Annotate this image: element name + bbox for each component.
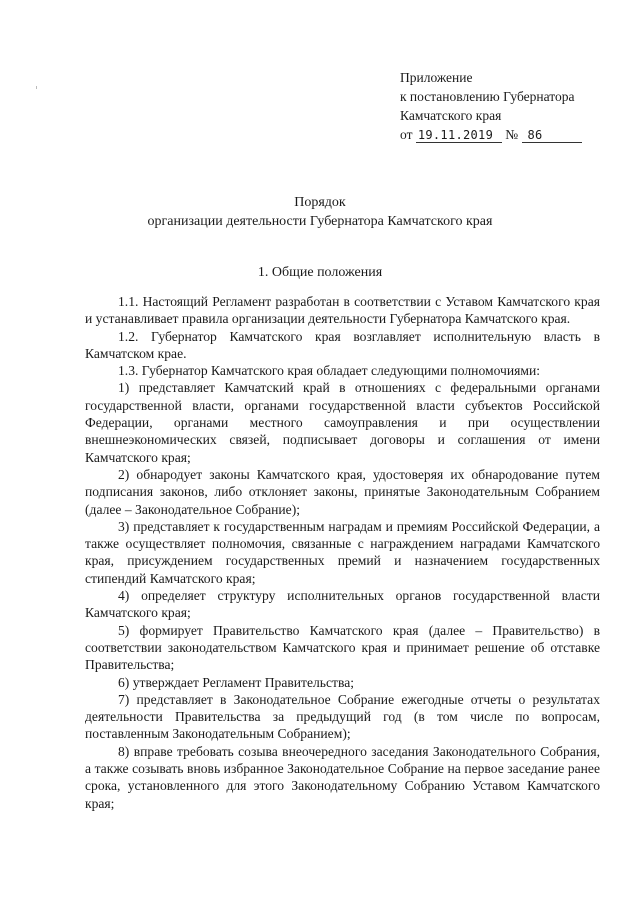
list-item-3: 3) представляет к государственным наградам и премиям Российской Федерации, а также осуществляет полномочия, связанные с награждением наградами Камчатского края, присуждением государственных премий и назначением государственных стипендий Камчатского края; xyxy=(85,518,600,586)
number-value: 86 xyxy=(522,128,582,143)
document-body xyxy=(85,293,600,812)
appendix-date-line xyxy=(400,125,620,144)
appendix-region: Камчатского края xyxy=(400,108,502,123)
appendix-reference: к постановлению Губернатора xyxy=(400,89,575,104)
paragraph-1-3: 1.3. Губернатор Камчатского края обладает следующими полномочиями: xyxy=(118,363,541,379)
list-item-4: 4) определяет структуру исполнительных органов государственной власти Камчатского края; xyxy=(85,588,600,621)
list-item-1: 1) представляет Камчатский край в отношениях с федеральными органами государственной власти, органами государственной власти субъектов Российской Федерации, органами местного самоуправления и при осуществлении внешнеэкономических связей, подписывает договоры и соглашения от имени Камчатского края; xyxy=(85,380,600,465)
date-prefix: от xyxy=(400,127,413,142)
scan-mark xyxy=(36,86,37,89)
list-item-2: 2) обнародует законы Камчатского края, удостоверяя их обнародование путем подписания законов, либо отклоняет законы, принятые Законодательным Собранием (далее – Законодательное Собрание); xyxy=(85,466,600,517)
paragraph-1-2: 1.2. Губернатор Камчатского края возглавляет исполнительную власть в Камчатском крае. xyxy=(85,328,600,361)
title-line-2: организации деятельности Губернатора Камчатского края xyxy=(147,214,493,229)
appendix-label: Приложение xyxy=(400,70,473,85)
list-item-8: 8) вправе требовать созыва внеочередного заседания Законодательного Собрания, а также созывать вновь избранное Законодательное Собрание на первое заседание ранее срока, установленного для этого Законодательному Собранию Уставом Камчатского края; xyxy=(85,743,600,811)
number-sign: № xyxy=(505,127,519,142)
list-item-7: 7) представляет в Законодательное Собрание ежегодные отчеты о результатах деятельности Правительства за предыдущий год (в том числе по вопросам, поставленным Законодательным Собранием); xyxy=(85,691,600,742)
date-value: 19.11.2019 xyxy=(416,128,502,143)
list-item-5: 5) формирует Правительство Камчатского края (далее – Правительство) в соответствии законодательством Камчатского края и принимает решение об отставке Правительства; xyxy=(85,622,600,673)
document-title xyxy=(0,193,640,231)
title-line-1: Порядок xyxy=(294,195,346,210)
appendix-block xyxy=(400,68,620,144)
section-heading: 1. Общие положения xyxy=(257,265,383,280)
list-item-6: 6) утверждает Регламент Правительства; xyxy=(118,674,355,690)
paragraph-1-1: 1.1. Настоящий Регламент разработан в соответствии с Уставом Камчатского края и устанавливает правила организации деятельности Губернатора Камчатского края. xyxy=(85,294,600,327)
